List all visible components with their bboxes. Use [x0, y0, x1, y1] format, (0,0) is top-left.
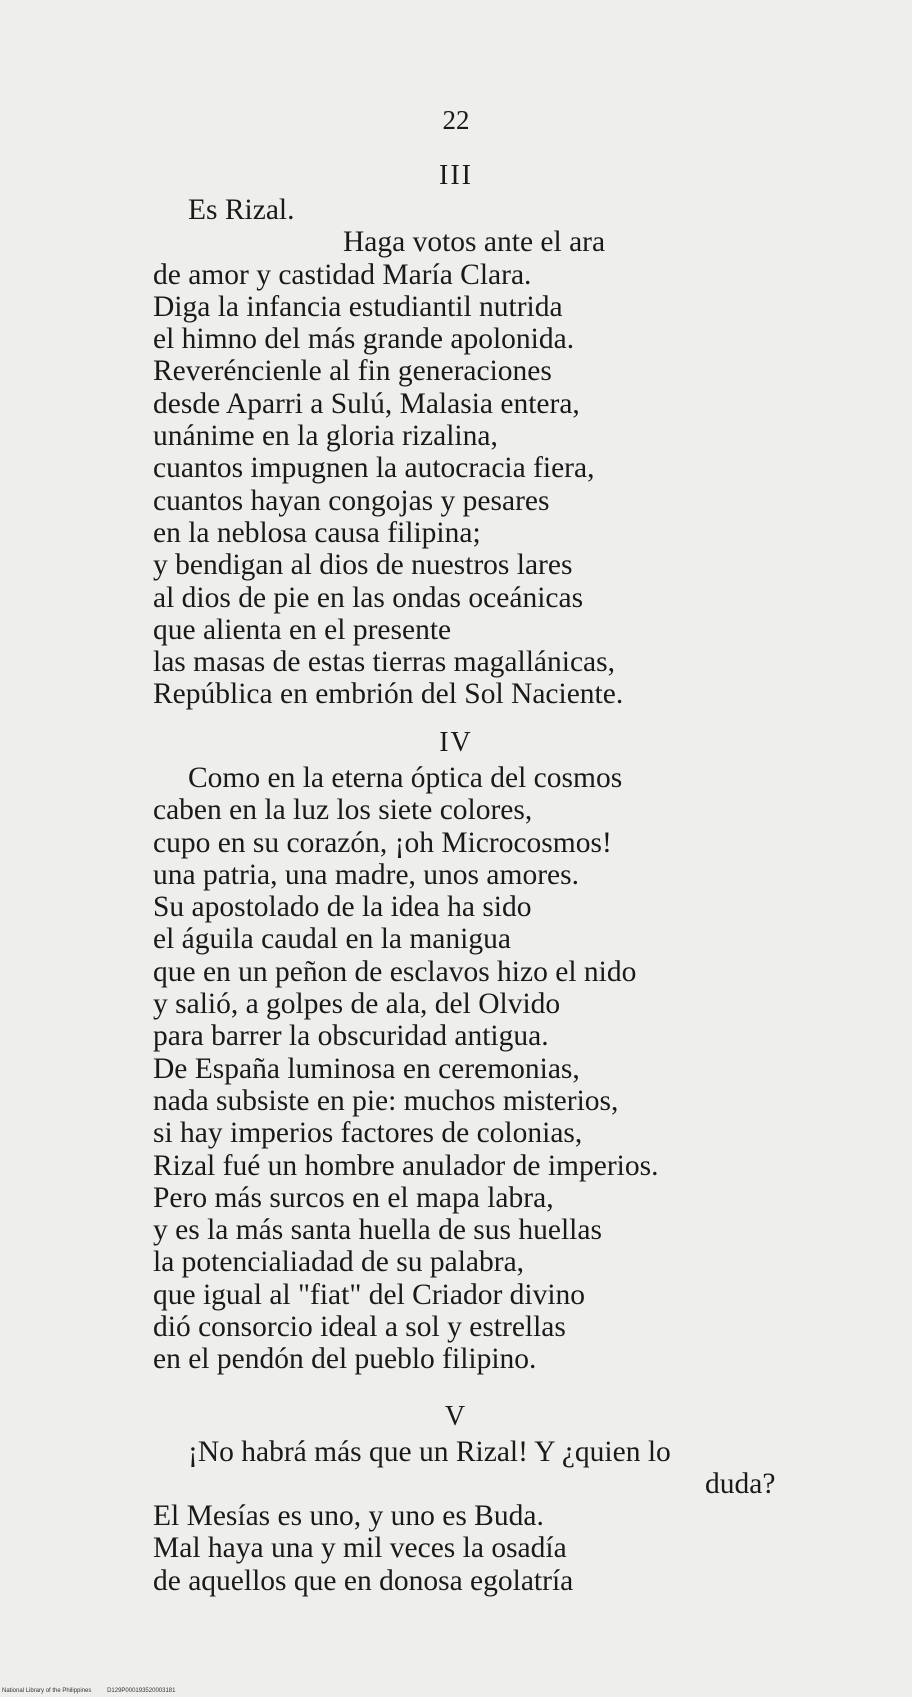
section-heading-iv: IV [439, 727, 473, 758]
verse-line: que igual al "fiat" del Criador divino [153, 1278, 586, 1311]
verse-line: Es Rizal. [188, 194, 295, 226]
verse-line: De España luminosa en ceremonias, [153, 1052, 580, 1085]
verse-line: que en un peñon de esclavos hizo el nido [153, 955, 637, 988]
verse-line: de amor y castidad María Clara. [153, 258, 532, 291]
verse-line: unánime en la gloria rizalina, [153, 420, 498, 453]
verse-line: el himno del más grande apolonida. [153, 323, 575, 356]
verse-line: cuantos hayan congojas y pesares [153, 484, 550, 517]
verse-line: las masas de estas tierras magallánicas, [153, 646, 615, 679]
verse-line: la potencialiadad de su palabra, [153, 1246, 525, 1279]
verse-line: nada subsiste en pie: muchos misterios, [153, 1084, 619, 1117]
section-iii-verse [153, 194, 623, 711]
verse-line: desde Aparri a Sulú, Malasia entera, [153, 387, 580, 420]
verse-line: al dios de pie en las ondas oceánicas [153, 581, 584, 614]
verse-line: y salió, a golpes de ala, del Olvido [153, 988, 561, 1021]
verse-line: Rizal fué un hombre anulador de imperios. [153, 1149, 659, 1182]
verse-line: si hay imperios factores de colonias, [153, 1117, 583, 1150]
verse-line: Su apostolado de la idea ha sido [153, 891, 532, 924]
section-v-verse [153, 1500, 573, 1597]
verse-line: dió consorcio ideal a sol y estrellas [153, 1311, 566, 1344]
verse-line-wrap: duda? [705, 1468, 776, 1500]
verse-line: en el pendón del pueblo filipino. [153, 1343, 537, 1376]
page-number: 22 [442, 105, 470, 135]
verse-line: Mal haya una y mil veces la osadía [153, 1532, 567, 1565]
verse-line: el águila caudal en la manigua [153, 923, 511, 956]
section-heading-iii: III [439, 160, 473, 191]
verse-line: Reveréncienle al fin generaciones [153, 355, 552, 388]
verse-line: una patria, una madre, unos amores. [153, 858, 579, 891]
verse-line: en la neblosa causa filipina; [153, 516, 481, 549]
footer-library: National Library of the Philippines [2, 1688, 92, 1694]
verse-line: Pero más surcos en el mapa labra, [153, 1181, 554, 1214]
section-heading-v: V [444, 1401, 468, 1432]
verse-line: para barrer la obscuridad antigua. [153, 1020, 549, 1053]
footer-code: D129P000193520003181 [107, 1688, 176, 1694]
verse-line: de aquellos que en donosa egolatría [153, 1564, 574, 1597]
verse-line: Como en la eterna óptica del cosmos [188, 762, 623, 794]
verse-line: Haga votos ante el ara [343, 226, 606, 259]
scan-footer [2, 1688, 189, 1694]
verse-line: cupo en su corazón, ¡oh Microcosmos! [153, 826, 612, 859]
verse-line-first: ¡No habrá más que un Rizal! Y ¿quien lo [188, 1436, 671, 1468]
verse-line: cuantos impugnen la autocracia fiera, [153, 452, 595, 485]
verse-line: y es la más santa huella de sus huellas [153, 1214, 602, 1247]
section-iv-verse [153, 762, 658, 1376]
verse-line: El Mesías es uno, y uno es Buda. [153, 1500, 544, 1532]
verse-line: República en embrión del Sol Naciente. [153, 678, 624, 711]
verse-line: caben en la luz los siete colores, [153, 794, 533, 827]
verse-line: y bendigan al dios de nuestros lares [153, 549, 573, 582]
verse-line: que alienta en el presente [153, 613, 452, 646]
verse-line: Diga la infancia estudiantil nutrida [153, 290, 563, 323]
